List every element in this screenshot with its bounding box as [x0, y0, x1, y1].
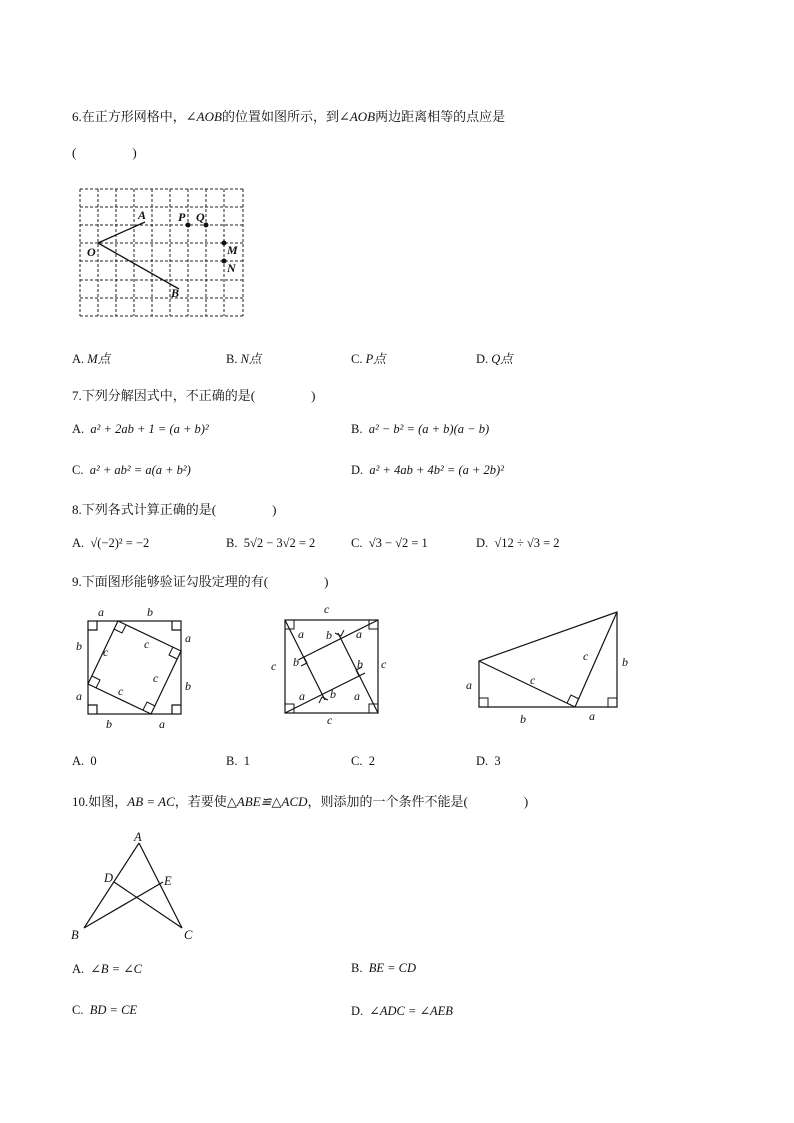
option-text: √12 ÷ √3 = 2: [494, 536, 560, 550]
q10-option-d[interactable]: [351, 1003, 453, 1019]
option-text: a² + 2ab + 1 = (a + b)²: [90, 422, 209, 436]
option-letter: C.: [351, 754, 363, 768]
q10-paren-close: ): [523, 794, 529, 809]
option-text: a² + ab² = a(a + b²): [89, 463, 191, 477]
fig1-label-b-right: b: [185, 679, 191, 693]
option-text: ∠B = ∠C: [90, 962, 143, 976]
label-o: O: [87, 245, 96, 259]
fig1-label-a-top: a: [98, 605, 104, 619]
fig2-label-c-left: c: [271, 659, 277, 673]
option-text: 1: [243, 754, 250, 768]
option-letter: C.: [351, 536, 363, 550]
fig1-label-b-bottom: b: [106, 717, 112, 731]
option-letter: B.: [226, 536, 238, 550]
label-q: Q: [196, 210, 205, 224]
option-letter: D.: [351, 463, 364, 477]
option-text: BE = CD: [368, 961, 417, 975]
fig1-label-a-right: a: [185, 631, 191, 645]
label-e: E: [164, 874, 172, 888]
label-d: D: [104, 871, 114, 885]
q8-paren-close: ): [272, 502, 277, 517]
fig2-label-a-2: a: [356, 627, 362, 641]
fig2-label-c-top: c: [324, 602, 330, 616]
fig3-label-a-bottom: a: [589, 709, 595, 723]
option-letter: D.: [476, 352, 489, 366]
q6-paren-open: (: [72, 145, 77, 160]
label-n: N: [227, 261, 236, 275]
q7-text: 7.下列分解因式中，不正确的是(: [72, 388, 256, 403]
q10-option-a[interactable]: [72, 961, 142, 977]
fig1-label-a-bottom: a: [159, 717, 165, 731]
label-p: P: [178, 210, 186, 224]
option-text: BD = CE: [89, 1003, 138, 1017]
option-letter: A.: [72, 536, 85, 550]
option-text: a² + 4ab + 4b² = (a + 2b)²: [369, 463, 504, 477]
q9-paren-close: ): [324, 574, 329, 589]
q6-text-b: 的位置如图所示，到: [221, 109, 339, 124]
label-c: C: [184, 928, 193, 942]
fig3-label-b-right: b: [622, 655, 628, 669]
fig2-label-b-4: b: [330, 687, 336, 701]
q10-text-b: ，若要使: [174, 794, 227, 809]
fig3-label-c-1: c: [530, 673, 536, 687]
label-b: B: [171, 286, 180, 300]
fig3-label-b-bottom: b: [520, 712, 526, 726]
option-text: M点: [87, 352, 111, 366]
fig2-label-c-right: c: [381, 657, 387, 671]
q10-option-c[interactable]: [72, 1003, 137, 1018]
fig2-label-b-3: b: [357, 657, 363, 671]
option-text: Q点: [491, 352, 513, 366]
option-text: 0: [90, 754, 97, 768]
option-text: N点: [240, 352, 262, 366]
fig1-label-b-top: b: [147, 605, 153, 619]
q8-text: 8.下列各式计算正确的是(: [72, 502, 217, 517]
option-letter: A.: [72, 754, 85, 768]
fig1-label-c-2: c: [144, 637, 150, 651]
option-letter: D.: [476, 536, 489, 550]
option-letter: C.: [72, 1003, 84, 1017]
option-text: 3: [494, 754, 501, 768]
option-letter: B.: [351, 961, 363, 975]
fig2-label-b-1: b: [326, 628, 332, 642]
fig1-label-b-left: b: [76, 639, 82, 653]
side-ac: [139, 843, 182, 928]
label-a: A: [138, 208, 147, 222]
side-ab: [84, 843, 139, 928]
q6-text-c: 两边距离相等的点应是: [375, 109, 506, 124]
option-letter: B.: [226, 352, 238, 366]
q10-option-b[interactable]: [351, 961, 416, 976]
option-text: a² − b² = (a + b)(a − b): [368, 422, 490, 436]
q6-text-a: 在正方形网格中，: [81, 109, 186, 124]
option-text: 5√2 − 3√2 = 2: [243, 536, 316, 550]
option-letter: B.: [351, 422, 363, 436]
option-letter: B.: [226, 754, 238, 768]
label-b: B: [71, 928, 79, 942]
q6-paren-close: ): [132, 145, 137, 160]
fig2-label-c-bottom: c: [327, 713, 333, 727]
option-letter: D.: [351, 1004, 364, 1018]
fig2-label-a-1: a: [298, 627, 304, 641]
label-a: A: [134, 830, 142, 844]
fig1-label-c-4: c: [118, 684, 124, 698]
q10-text-c: ，则添加的一个条件不能是(: [307, 794, 468, 809]
fig2-label-b-2: b: [293, 655, 299, 669]
option-text: √3 − √2 = 1: [368, 536, 428, 550]
q7-paren-close: ): [311, 388, 316, 403]
fig1-label-c-1: c: [103, 645, 109, 659]
option-letter: D.: [476, 754, 489, 768]
option-letter: A.: [72, 352, 85, 366]
option-text: ∠ADC = ∠AEB: [369, 1004, 453, 1018]
q10-text-a: 10.如图，: [72, 794, 128, 809]
q6-angle-2: ∠AOB: [338, 109, 376, 124]
q9-text: 9.下面图形能够验证勾股定理的有(: [72, 574, 269, 589]
fig1-label-a-left: a: [76, 689, 82, 703]
option-letter: A.: [72, 962, 85, 976]
fig3-label-c-2: c: [583, 649, 589, 663]
fig2-label-a-3: a: [299, 689, 305, 703]
q6-number: 6.: [72, 109, 82, 124]
option-text: 2: [368, 754, 375, 768]
option-text: P点: [365, 352, 386, 366]
fig2-label-a-4: a: [354, 689, 360, 703]
fig3-label-a-left: a: [466, 678, 472, 692]
q10-cond-2: △ABE≌△ACD: [226, 794, 308, 809]
option-letter: C.: [72, 463, 84, 477]
option-letter: C.: [351, 352, 363, 366]
fig1-label-c-3: c: [153, 671, 159, 685]
label-m: M: [227, 243, 238, 257]
option-letter: A.: [72, 422, 85, 436]
option-text: √(−2)² = −2: [90, 536, 150, 550]
q6-angle-1: ∠AOB: [185, 109, 222, 124]
q10-cond-1: AB = AC: [127, 794, 175, 809]
